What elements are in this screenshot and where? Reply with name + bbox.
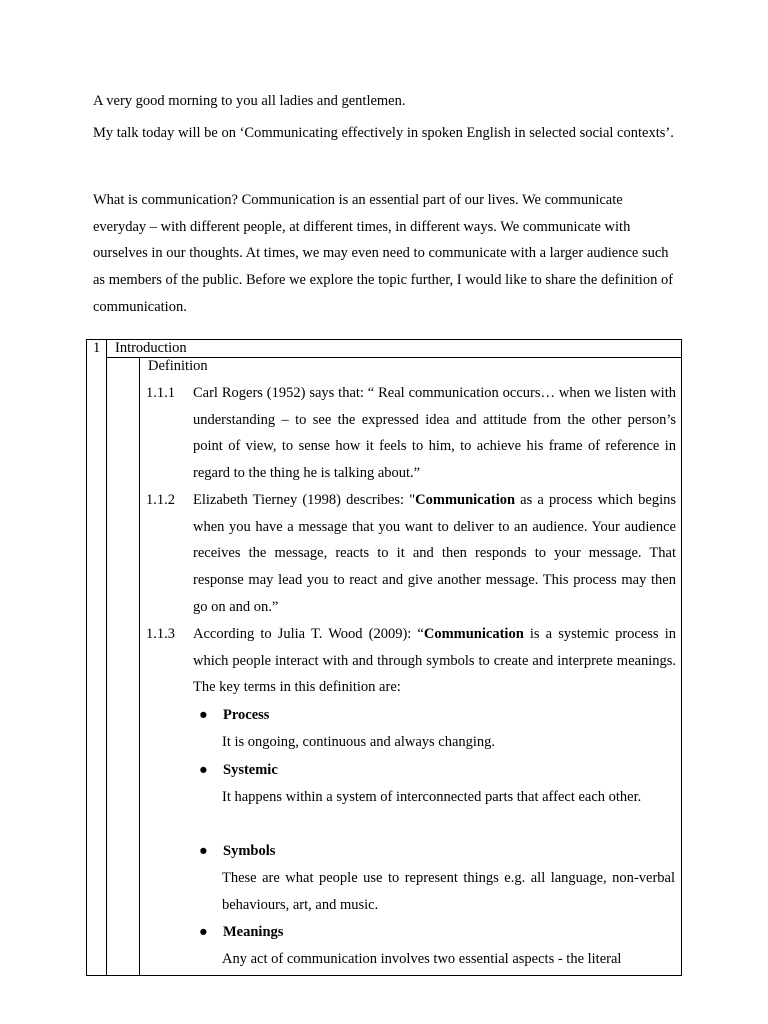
item-text: Carl Rogers (1952) says that: “ Real communication occurs… when we listen with understanding – to see the expressed idea and attitude from the other person’s point of view, to sense how it feels to him, to achieve his frame of reference in regard to the thing he is talking about.” xyxy=(193,385,676,482)
bold-term: Communication xyxy=(415,492,516,508)
bullet-icon: ● xyxy=(199,707,208,723)
item-number: 1.1.1 xyxy=(146,385,175,401)
key-term-title: Process xyxy=(223,707,270,723)
bullet-icon: ● xyxy=(199,762,208,778)
column-divider xyxy=(106,340,107,975)
key-term-title: Meanings xyxy=(223,924,284,940)
section-title: Introduction xyxy=(115,340,187,356)
key-term-description: It happens within a system of interconnected parts that affect each other. xyxy=(222,789,642,805)
item-number: 1.1.3 xyxy=(146,626,175,642)
talk-topic-paragraph: My talk today will be on ‘Communicating effectively in spoken English in selected social contexts’. xyxy=(93,125,674,141)
key-term-title: Symbols xyxy=(223,843,276,859)
item-text: Elizabeth Tierney (1998) describes: "Communication as a process which begins when you have a message that you want to deliver to an audience. Your audience receives the message, reacts to it and then responds to your message. That response may lead you to react and give another message. This process may then go on and on.” xyxy=(193,492,676,615)
section-number: 1 xyxy=(93,340,101,356)
bold-term: Communication xyxy=(423,626,524,642)
bullet-icon: ● xyxy=(199,843,208,859)
key-term-description: These are what people use to represent things e.g. all language, non-verbal behaviours, art, and music. xyxy=(222,870,675,913)
item-text: According to Julia T. Wood (2009): “Communication is a systemic process in which people interact with and through symbols to create and interprete meanings. The key terms in this definition are: xyxy=(193,626,676,696)
greeting-paragraph: A very good morning to you all ladies and gentlemen. xyxy=(93,93,406,109)
key-term-description: Any act of communication involves two essential aspects - the literal xyxy=(222,951,622,967)
bullet-icon: ● xyxy=(199,924,208,940)
column-divider xyxy=(139,357,140,975)
subsection-title: Definition xyxy=(148,358,208,374)
key-term-description: It is ongoing, continuous and always changing. xyxy=(222,734,496,750)
communication-paragraph: What is communication? Communication is an essential part of our lives. We communicate everyday – with different people, at different times, in different ways. We communicate with ourselves in our thoughts. At times, we may even need to communicate with a larger audience such as members of the public. Before we explore the topic further, I would like to share the definition of communication. xyxy=(93,192,674,315)
item-number: 1.1.2 xyxy=(146,492,175,508)
key-term-title: Systemic xyxy=(223,762,278,778)
